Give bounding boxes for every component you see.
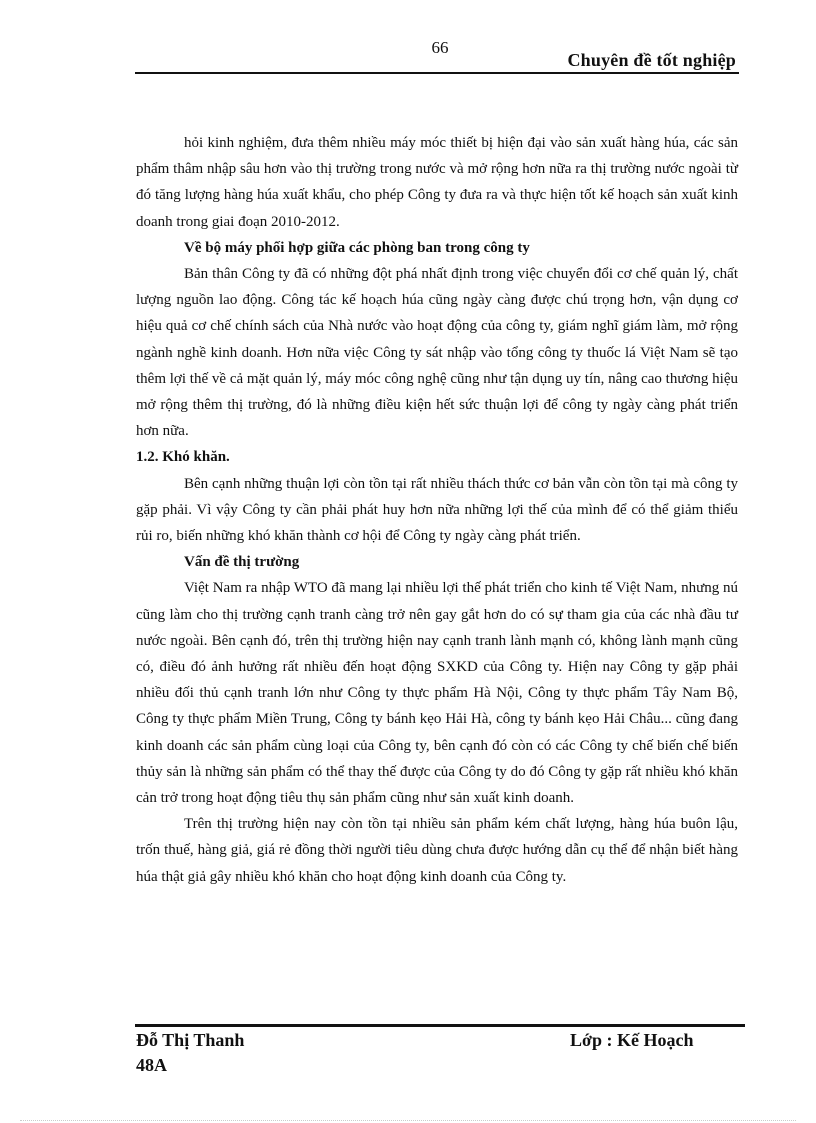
footer-class-number: 48A [136, 1055, 167, 1075]
paragraph: hỏi kinh nghiệm, đưa thêm nhiều máy móc thiết bị hiện đại vào sản xuất hàng húa, các sản phẩm thâm nhập sâu hơn vào thị trường trong nước và mở rộng hơn nữa ra thị trường nước ngoài từ đó tăng lượng hàng húa xuất khẩu, cho phép Công ty đưa ra và thực hiện tốt kế hoạch sản xuất kinh doanh trong giai đoạn 2010-2012. [136, 135, 738, 230]
section-heading: Vấn đề thị trường [184, 554, 300, 571]
footer-class-label: Lớp : Kế Hoạch [570, 1030, 694, 1050]
section-heading: Về bộ máy phối hợp giữa các phòng ban trong công ty [184, 239, 530, 256]
paragraph: Trên thị trường hiện nay còn tồn tại nhiều sản phẩm kém chất lượng, hàng húa buôn lậu, trốn thuế, hàng giả, giá rẻ đồng thời người tiêu dùng chưa được hướng dẫn cụ thể để nhận biết hàng húa thật giả gây nhiều khó khăn cho hoạt động kinh doanh của Công ty. [136, 816, 738, 885]
paragraph: Bên cạnh những thuận lợi còn tồn tại rất nhiều thách thức cơ bản vẫn còn tồn tại mà công ty gặp phải. Vì vậy Công ty cần phải phát huy hơn nữa những lợi thế của mình để có thể giảm thiểu rủi ro, biến những khó khăn thành cơ hội để Công ty ngày càng phát triển. [136, 475, 738, 545]
section-heading: 1.2. Khó khăn. [136, 449, 230, 466]
paragraph: Bản thân Công ty đã có những đột phá nhất định trong việc chuyển đổi cơ chế quản lý, chất lượng nguồn lao động. Công tác kế hoạch húa cũng ngày càng được chú trọng hơn, vận dụng cơ hiệu quả cơ chế chính sách của Nhà nước vào hoạt động của công ty, giám nghĩ giám làm, mở rộng ngành nghề kinh doanh. Hơn nữa việc Công ty sát nhập vào tổng công ty thuốc lá Việt Nam sẽ tạo thêm lợi thế về cả mặt quản lý, máy móc công nghệ cũng như tận dụng uy tín, nâng cao thương hiệu mở rộng thêm thị trường, đó là những điều kiện hết sức thuận lợi để công ty ngày càng phát triển hơn nữa. [136, 266, 738, 440]
paragraph: Việt Nam ra nhập WTO đã mang lại nhiều lợi thế phát triển cho kinh tế Việt Nam, nhưng nú cũng làm cho thị trường cạnh tranh càng trở nên gay gắt hơn do có sự tham gia của các nhà đầu tư nước ngoài. Bên cạnh đó, trên thị trường hiện nay cạnh tranh lành mạnh có, không lành mạnh cũng có, điều đó ảnh hưởng rất nhiều đến hoạt động SXKD của Công ty. Hiện nay Công ty gặp phải nhiều đối thủ cạnh tranh lớn như Công ty thực phẩm Hà Nội, Công ty thực phẩm Tây Nam Bộ, Công ty thực phẩm Miền Trung, Công ty bánh kẹo Hải Hà, công ty bánh kẹo Hải Châu... cũng đang kinh doanh các sản phẩm cùng loại của Công ty, bên cạnh đó còn có các Công ty chế biến chế biến thủy sản là những sản phẩm có thể thay thế được của Công ty do đó Công ty gặp rất nhiều khó khăn cản trở trong hoạt động tiêu thụ sản phẩm cũng như sản xuất kinh doanh. [136, 580, 738, 807]
document-body [136, 130, 738, 890]
page-number: 66 [431, 38, 449, 57]
footer-author: Đỗ Thị Thanh [136, 1030, 245, 1050]
footer-rule [135, 1024, 745, 1027]
header-rule [135, 72, 739, 74]
page-edge [20, 1120, 796, 1121]
header-title: Chuyên đề tốt nghiệp [567, 50, 736, 70]
